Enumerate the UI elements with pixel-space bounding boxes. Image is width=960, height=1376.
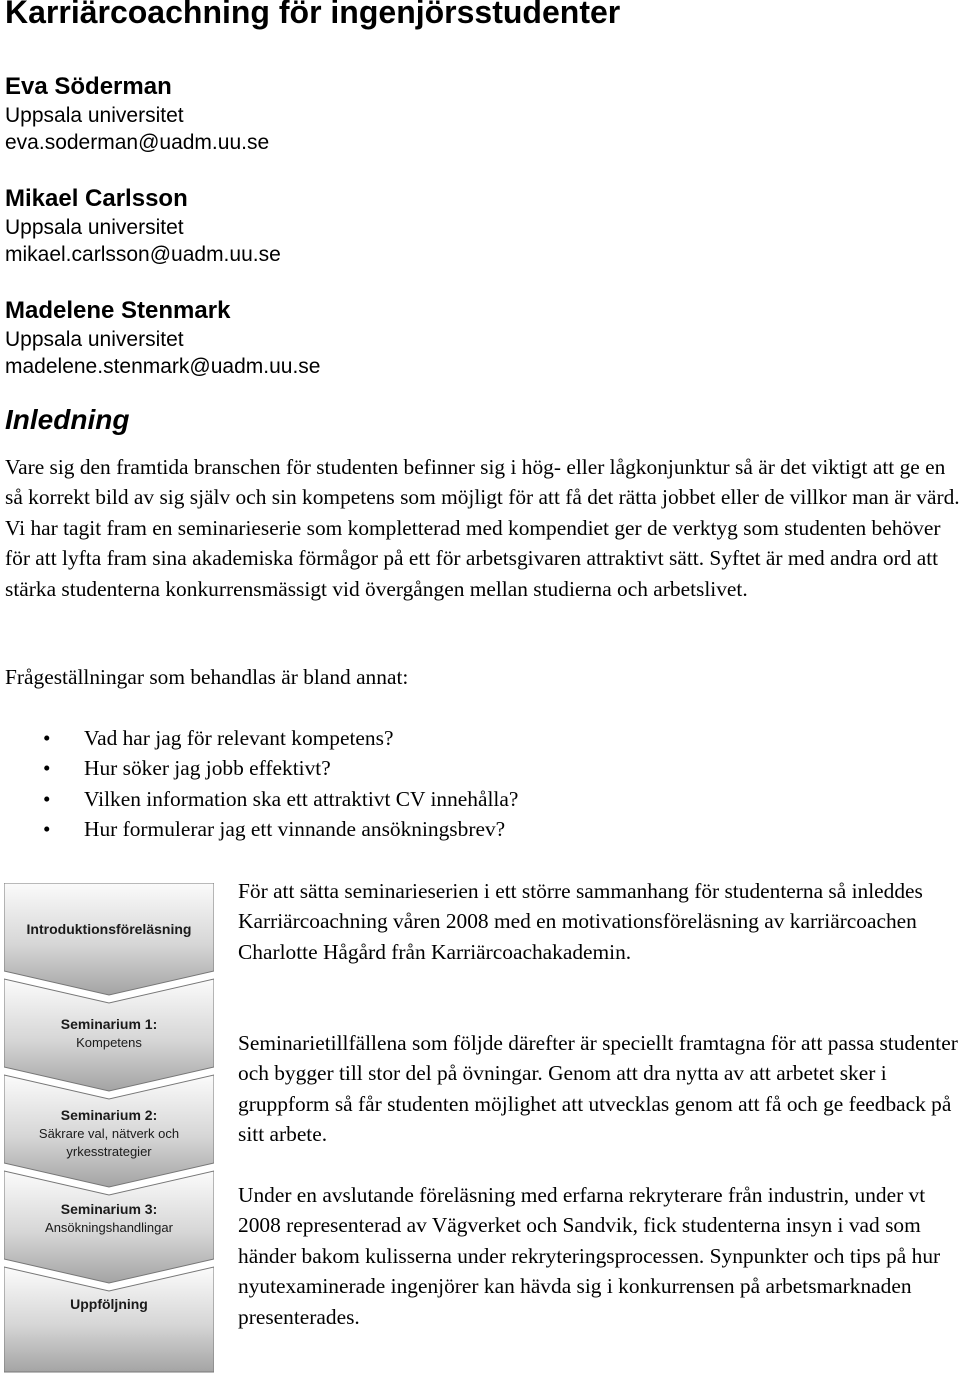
flow-step-subtitle: yrkesstrategier (66, 1144, 152, 1159)
flow-step-subtitle: Ansökningshandlingar (45, 1220, 173, 1235)
question-text: Vad har jag för relevant kompetens? (84, 726, 394, 750)
author-affiliation: Uppsala universitet (5, 216, 184, 239)
question-list (0, 723, 518, 845)
bullet-icon: • (43, 726, 51, 750)
author-block (5, 184, 281, 268)
author-name: Eva Söderman (5, 73, 172, 100)
flow-step-title: Uppföljning (70, 1296, 148, 1312)
questions-lead: Frågeställningar som behandlas är bland annat: (5, 665, 409, 689)
flow-chevron-shape (4, 883, 214, 995)
flow-step-title: Introduktionsföreläsning (26, 921, 192, 937)
intro-paragraph: Vare sig den framtida branschen för studenten befinner sig i hög- eller lågkonjunktur så är det viktigt att ge en så korrekt bild av sig själv och sin kompetens som möjligt för att få det rätta jobbet eller de villkor man är värd. Vi har tagit fram en seminarieserie som kompletterad med kompendiet ger de verktyg som studenten behöver för att lyfta fram sina akademiska förmågor på ett för arbetsgivaren attraktivt sätt. Syftet är med andra ord att stärka studenterna konkurrensmässigt vid övergången mellan studierna och arbetslivet. (5, 455, 960, 601)
flow-step-subtitle: Kompetens (76, 1035, 142, 1050)
flow-step-title: Seminarium 1: (60, 1016, 158, 1032)
body-paragraph: Seminarietillfällena som följde därefter är speciellt framtagna för att passa studenter och bygger till stor del på övningar. Genom att dra nytta av att arbetet sker i gruppform så får studenten möjlighet att utvecklas genom att få och ge feedback på sitt arbete. (238, 1031, 958, 1147)
bullet-icon: • (43, 756, 51, 781)
list-item (0, 723, 518, 753)
flow-step-title: Seminarium 3: (60, 1201, 158, 1217)
flow-step-seminar-2 (4, 1075, 214, 1187)
flow-step-subtitle: Säkrare val, nätverk och (38, 1126, 180, 1141)
flow-step-seminar-3 (4, 1171, 214, 1283)
author-block (5, 72, 269, 156)
flow-step-seminar-1 (4, 979, 214, 1091)
author-name: Mikael Carlsson (5, 185, 188, 212)
flow-step-intro (4, 883, 214, 995)
question-text: Vilken information ska ett attraktivt CV innehålla? (84, 786, 519, 811)
author-email: madelene.stenmark@uadm.uu.se (5, 355, 321, 378)
author-affiliation: Uppsala universitet (5, 328, 184, 351)
flow-step-title: Seminarium 2: (60, 1107, 158, 1123)
seminar-flow-diagram (4, 883, 214, 1373)
question-text: Hur formulerar jag ett vinnande ansökningsbrev? (84, 817, 506, 842)
list-item (0, 814, 518, 844)
author-affiliation: Uppsala universitet (5, 104, 184, 127)
author-email: eva.soderman@uadm.uu.se (5, 131, 270, 154)
author-name: Madelene Stenmark (5, 297, 231, 324)
list-item (0, 784, 518, 814)
section-heading: Inledning (5, 404, 130, 435)
bullet-icon: • (43, 786, 51, 811)
author-email: mikael.carlsson@uadm.uu.se (5, 243, 281, 266)
author-block (5, 296, 320, 380)
document-title: Karriärcoachning för ingenjörsstudenter (5, 0, 621, 30)
bullet-icon: • (43, 817, 51, 842)
question-text: Hur söker jag jobb effektivt? (84, 756, 331, 781)
body-paragraph: För att sätta seminarieserien i ett större sammanhang för studenterna så inleddes Karriärcoachning våren 2008 med en motivationsföreläsning av karriärcoachen Charlotte Hågård från Karriärcoachakademin. (238, 879, 923, 964)
list-item (0, 753, 518, 783)
body-paragraph: Under en avslutande föreläsning med erfarna rekryterare från industrin, under vt 2008 representerad av Vägverket och Sandvik, fick studenterna insyn i vad som händer bakom kulisserna under rekryteringsprocessen. Synpunkter och tips på hur nyutexaminerade ingenjörer kan hävda sig i konkurrensen på arbetsmarknaden presenterades. (238, 1183, 941, 1329)
